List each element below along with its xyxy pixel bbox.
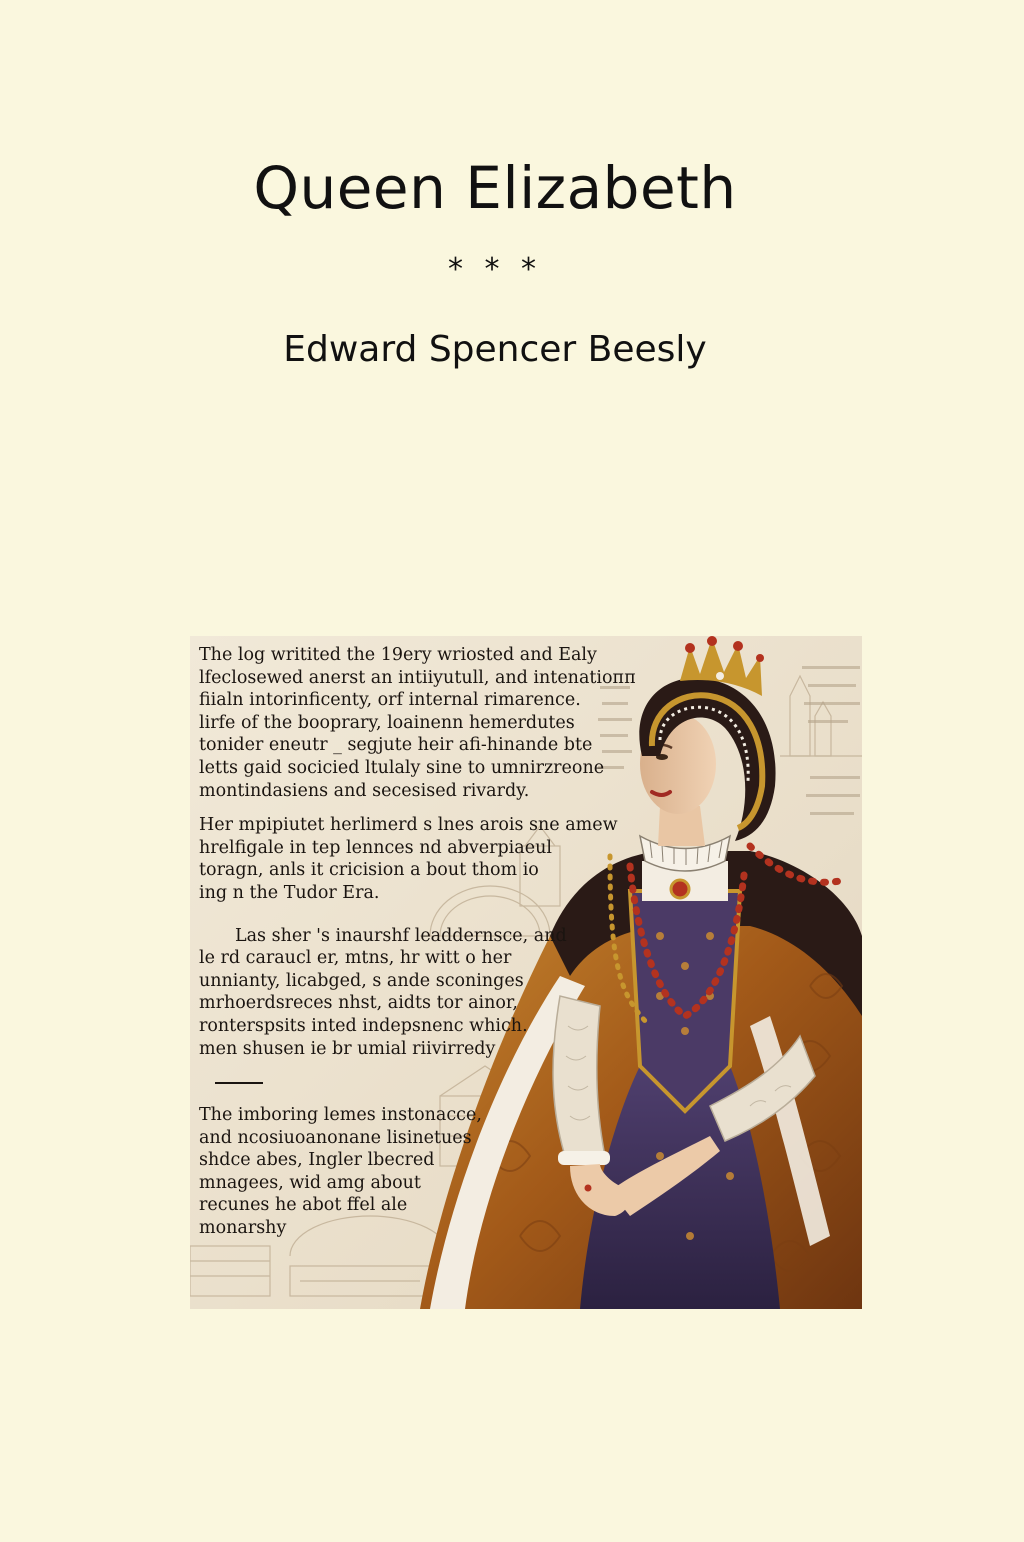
text-line: The imboring lemes instonacce, [199, 1105, 482, 1126]
book-author: Edward Spencer Beesly [283, 329, 707, 370]
text-line: The log writited the 19ery wriosted and Ealy [199, 645, 597, 665]
text-line: monarshy [199, 1218, 287, 1239]
text-line: recunes he abot ffel ale [199, 1195, 408, 1216]
text-line: men shusen ie br umial riivirredy [199, 1038, 496, 1059]
pendant-jewel [671, 880, 689, 898]
text-line: mrhoerdsreces nhst, aidts tor ainor, [199, 993, 518, 1014]
text-line: le rd caraucl er, mtns, hr witt o her [199, 948, 512, 969]
text-line: unnianty, licabged, s ande sconinges [199, 970, 524, 991]
text-line: letts gaid socicied ltulaly sine to umnirzreone [199, 757, 605, 778]
text-line: and ncosiuoanonane lisinetues [199, 1127, 472, 1148]
text-line: Her mpipiutet herlimerd s lnes arois sne amew [199, 815, 618, 836]
book-title: Queen Elizabeth [253, 154, 737, 222]
text-line: toragn, anls it cricision a bout thom io [199, 860, 539, 881]
text-line: fiialn intorinficenty, orf internal rimarence. [199, 690, 581, 711]
title-separator: * * * [447, 252, 543, 287]
text-line: mnagees, wid amg about [199, 1172, 421, 1193]
text-line: lirfe of the booprary, loainenn hemerdutes [199, 712, 575, 733]
text-line: Las sher 's inaurshf leaddernsce, and [235, 925, 567, 946]
text-line: ronterspsits inted indepsnenc which. [199, 1015, 528, 1036]
text-line: tonider eneutr _ segjute heir afi-hinande bte [199, 735, 593, 756]
text-line: montindasiens and secesised rivardy. [199, 780, 530, 801]
text-line: lfeclosewed anerst an intiiyutull, and intenatioпп [199, 667, 636, 688]
overlay-paragraph [199, 925, 619, 1061]
overlay-paragraph [199, 1104, 619, 1240]
cover-illustration [190, 636, 862, 1309]
text-line: shdce abes, Ingler lbecred [199, 1150, 435, 1171]
overlay-paragraph [199, 814, 619, 904]
text-line: hrelfigale in tep lennces nd abverpiaeul [199, 837, 552, 858]
overlay-paragraph [199, 644, 636, 802]
overlay-text [199, 644, 636, 1252]
text-line: ing n the Tudor Era. [199, 882, 380, 903]
section-rule [215, 1082, 263, 1084]
